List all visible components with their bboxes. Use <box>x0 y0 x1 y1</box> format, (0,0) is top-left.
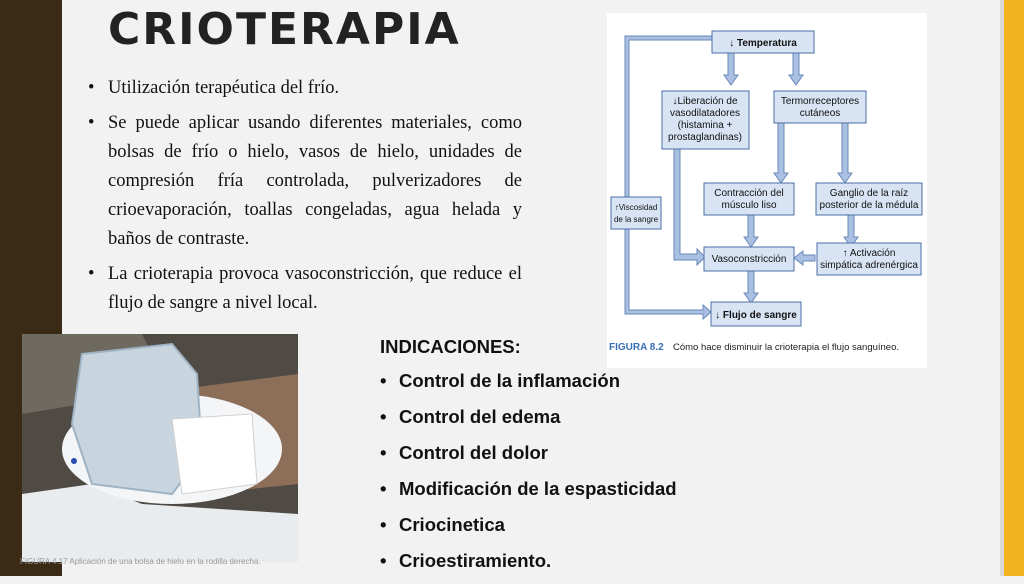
right-decorative-band <box>1004 0 1024 576</box>
box-label: músculo liso <box>721 200 777 211</box>
indications-list <box>380 334 677 584</box>
bullet-item: • Se puede aplicar usando diferentes materiales, como bolsas de frío o hielo, vasos de hielo, unidades de compresión fría controlada, pulverizadores de crioevaporación, toallas congeladas, agua helada y baños de contraste. <box>86 109 522 254</box>
figure-caption-label: FIGURA 8.2 <box>609 342 664 353</box>
box-label: Termorreceptores <box>780 96 860 107</box>
box-label: vasodilatadores <box>669 108 741 119</box>
box-label: posterior de la médula <box>819 200 919 211</box>
box-label: prostaglandinas) <box>668 132 742 143</box>
photo-caption: FIGURA 4.17 Aplicación de una bolsa de hielo en la rodilla derecha. <box>20 557 261 566</box>
box-label: de la sangre <box>613 215 659 224</box>
indication-item: • Control de la inflamación <box>380 368 677 394</box>
bullet-item: • Utilización terapéutica del frío. <box>86 74 522 103</box>
indication-item: • Crioestiramiento. <box>380 548 677 574</box>
indication-item: • Criocinetica <box>380 512 677 538</box>
indication-item: • Control del edema <box>380 404 677 430</box>
ice-pack-knee-photo <box>22 334 298 562</box>
flow-arrow <box>789 53 803 85</box>
flow-arrow <box>838 123 852 183</box>
box-label: ↓Liberación de <box>672 96 738 107</box>
box-label: ↓ Temperatura <box>729 38 797 49</box>
blood-flow-diagram <box>607 13 927 368</box>
slide-title: CRIOTERAPIA <box>108 4 461 55</box>
box-label: cutáneos <box>799 108 841 119</box>
flow-arrow <box>625 36 717 319</box>
main-bullet-list <box>86 74 522 324</box>
box-label: Contracción del <box>714 188 784 199</box>
box-viscosidad <box>611 197 661 229</box>
indications-title: INDICACIONES: <box>380 336 521 357</box>
box-label: Ganglio de la raíz <box>829 188 909 199</box>
flow-arrow <box>744 215 758 247</box>
figure-caption-text: Cómo hace disminuir la crioterapia el flujo sanguíneo. <box>673 342 900 353</box>
flow-arrow <box>794 251 815 265</box>
box-label: ↓ Flujo de sangre <box>715 310 797 321</box>
indication-item: • Control del dolor <box>380 440 677 466</box>
flow-arrow <box>844 215 858 247</box>
flow-arrow <box>674 149 705 265</box>
box-label: ↑Viscosidad <box>614 203 658 212</box>
indication-item: • Modificación de la espasticidad <box>380 476 677 502</box>
box-label: (histamina + <box>677 120 733 131</box>
bullet-item: • La crioterapia provoca vasoconstricción, que reduce el flujo de sangre a nivel local. <box>86 260 522 318</box>
flow-arrow <box>774 123 788 183</box>
box-label: simpática adrenérgica <box>820 260 918 271</box>
flow-arrow <box>744 271 758 303</box>
flow-arrow <box>724 53 738 85</box>
box-label: ↑ Activación <box>842 248 896 259</box>
box-label: Vasoconstricción <box>711 254 787 265</box>
